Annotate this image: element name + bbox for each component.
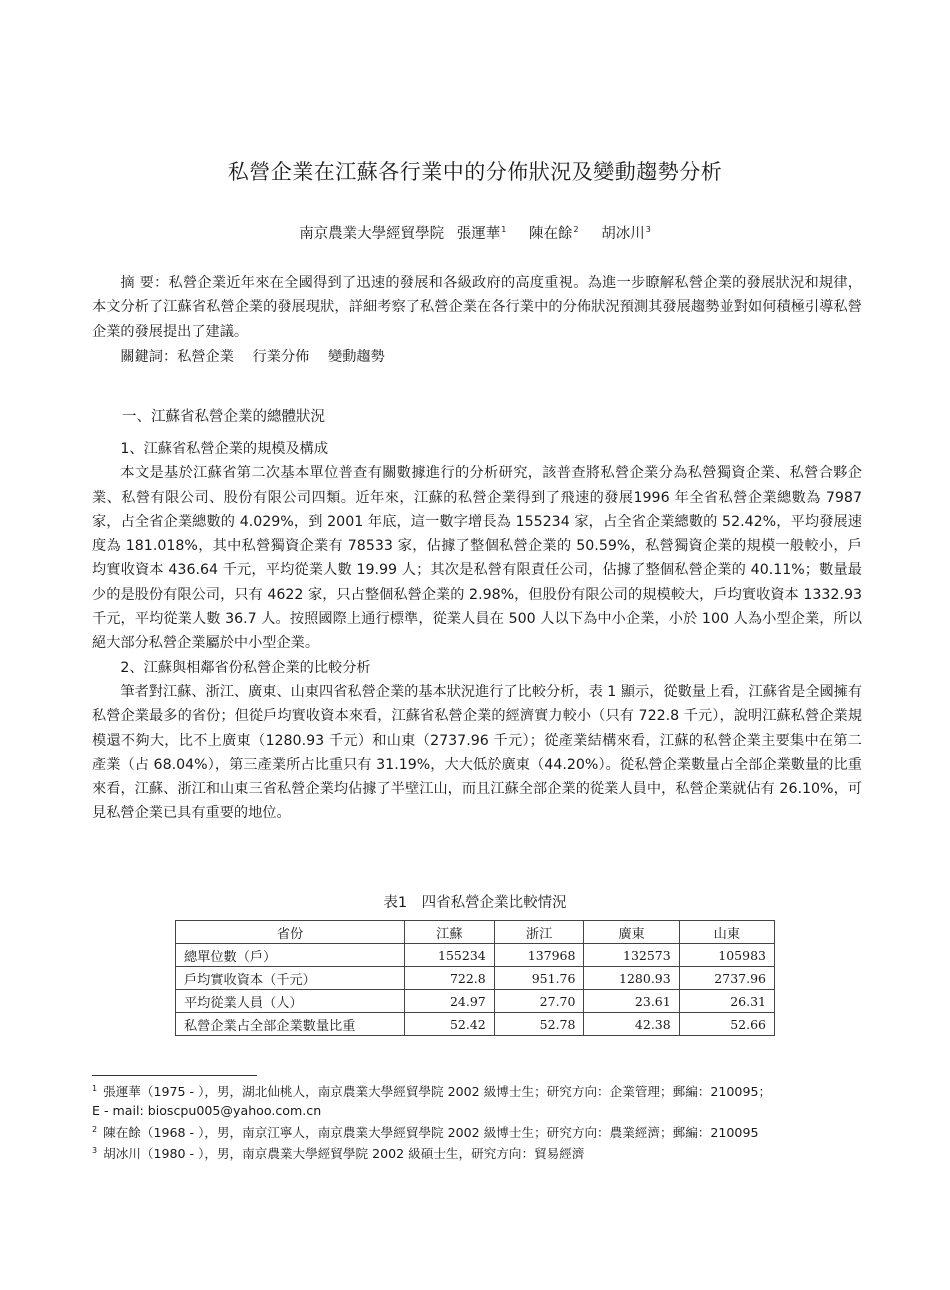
section-body [92, 437, 862, 826]
abstract-text: 摘 要：私營企業近年來在全國得到了迅速的發展和各級政府的高度重視。為進一步瞭解私營企業的發展狀況和規律，本文分析了江蘇省私營企業的發展現狀，詳細考察了私營企業在各行業中的分佈狀況預測其發展趨勢並對如何積極引導私營企業的發展提出了建議。 [92, 275, 862, 340]
table-cell: 722.8 [405, 967, 495, 990]
table-cell: 42.38 [584, 1013, 679, 1036]
section-heading: 一、江蘇省私營企業的總體狀況 [122, 409, 325, 425]
comparison-table [175, 920, 775, 1036]
paper-title: 私營企業在江蘇各行業中的分佈狀況及變動趨勢分析 [227, 160, 723, 184]
row-label: 私營企業占全部企業數量比重 [176, 1013, 405, 1036]
table-cell: 1280.93 [584, 967, 679, 990]
row-label: 戶均實收資本（千元） [176, 967, 405, 990]
author-name: 胡冰川$^3$ [601, 225, 651, 242]
subsection-heading: 1、江蘇省私營企業的規模及構成 [120, 441, 329, 457]
table-row [176, 1013, 775, 1036]
table-cell: 23.61 [584, 990, 679, 1013]
table-cell: 2737.96 [679, 967, 774, 990]
subsection-heading: 2、江蘇與相鄰省份私營企業的比較分析 [120, 659, 371, 676]
footnote: $^2$ 陳在餘（1968 - ），男，南京江寧人，南京農業大學經貿學院 2002 級博士生；研究方向：農業經濟；郵編：210095 [92, 1124, 759, 1140]
footnote-email: E - mail: bioscpu005@yahoo.com.cn [92, 1102, 322, 1118]
row-label: 平均從業人員（人） [176, 990, 405, 1013]
table-cell: 132573 [584, 944, 679, 967]
column-header: 江蘇 [405, 921, 495, 944]
author-line [0, 222, 950, 243]
footnotes [92, 1080, 882, 1164]
table-row [176, 944, 775, 967]
column-header: 廣東 [584, 921, 679, 944]
paragraph: 筆者對江蘇、浙江、廣東、山東四省私營企業的基本狀況進行了比較分析，表 1 顯示，從數量上看，江蘇省是全國擁有私營企業最多的省份；但從戶均實收資本來看，江蘇省私營企業的經濟實力較小（只有 722.8 千元），說明江蘇私營企業規模還不夠大，比不上廣東（1280.93 千元）和山東（2737.96 千元）；從產業結構來看，江蘇的私營企業主要集中在第二產業（占 68.04%），第三產業所占比重只有 31.19%，大大低於廣東（44.20%）。從私營企業數量占全部企業數量的比重來看，江蘇、浙江和山東三省私營企業均佔據了半壁江山，而且江蘇全部企業的從業人員中，私營企業就佔有 26.10%，可見私營企業已具有重要的地位。 [92, 683, 863, 822]
abstract [92, 271, 862, 344]
column-header: 山東 [679, 921, 774, 944]
table-cell: 105983 [679, 944, 774, 967]
table-cell: 27.70 [494, 990, 584, 1013]
table-row [176, 967, 775, 990]
table-cell: 52.78 [494, 1013, 584, 1036]
table-cell: 951.76 [494, 967, 584, 990]
table-cell: 24.97 [405, 990, 495, 1013]
row-label: 總單位數（戶） [176, 944, 405, 967]
keywords [92, 345, 862, 369]
table-cell: 52.66 [679, 1013, 774, 1036]
paragraph: 本文是基於江蘇省第二次基本單位普查有關數據進行的分析研究，該普查將私營企業分為私營獨資企業、私營合夥企業、私營有限公司、股份有限公司四類。近年來，江蘇的私營企業得到了飛速的發展1996 年全省私營企業總數為 7987 家，占全省企業總數的 4.029%，到 2001 年底，這一數字增長為 155234 家，占全省企業總數的 52.42%，平均發展速度為 181.018%，其中私營獨資企業有 78533 家，佔據了整個私營企業的 50.59%，私營獨資企業的規模一般較小，戶均實收資本 436.64 千元，平均從業人數 19.99 人；其次是私營有限責任公司，佔據了整個私營企業的 40.11%；數量最少的是股份有限公司，只有 4622 家，只占整個私營企業的 2.98%，但股份有限公司的規模較大，戶均實收資本 1332.93 千元，平均從業人數 36.7 人。按照國際上通行標準，從業人員在 500 人以下為中小企業，小於 100 人為小型企業，所以絕大部分私營企業屬於中小型企業。 [92, 465, 862, 652]
table-cell: 155234 [405, 944, 495, 967]
footnote: $^3$ 胡冰川（1980 - ），男，南京農業大學經貿學院 2002 級碩士生，研究方向：貿易經濟 [92, 1146, 585, 1162]
footnote: $^1$ 張運華（1975 - ），男，湖北仙桃人，南京農業大學經貿學院 2002 級博士生；研究方向：企業管理；郵編：210095； [92, 1084, 772, 1099]
footnote-divider [92, 1075, 257, 1076]
column-header: 省份 [176, 921, 405, 944]
table-cell: 26.31 [679, 990, 774, 1013]
table-header-row [176, 921, 775, 944]
column-header: 浙江 [494, 921, 584, 944]
author-name: 張運華$^1$ [456, 225, 507, 242]
table-cell: 52.42 [405, 1013, 495, 1036]
table-cell: 137968 [494, 944, 584, 967]
table-caption: 表1 四省私營企業比較情況 [383, 895, 567, 911]
table-row [176, 990, 775, 1013]
keywords-text: 關鍵詞：私營企業 行業分佈 變動趨勢 [120, 349, 385, 365]
author-name: 陳在餘$^2$ [529, 225, 579, 242]
author-affiliation: 南京農業大學經貿學院 [299, 226, 445, 242]
